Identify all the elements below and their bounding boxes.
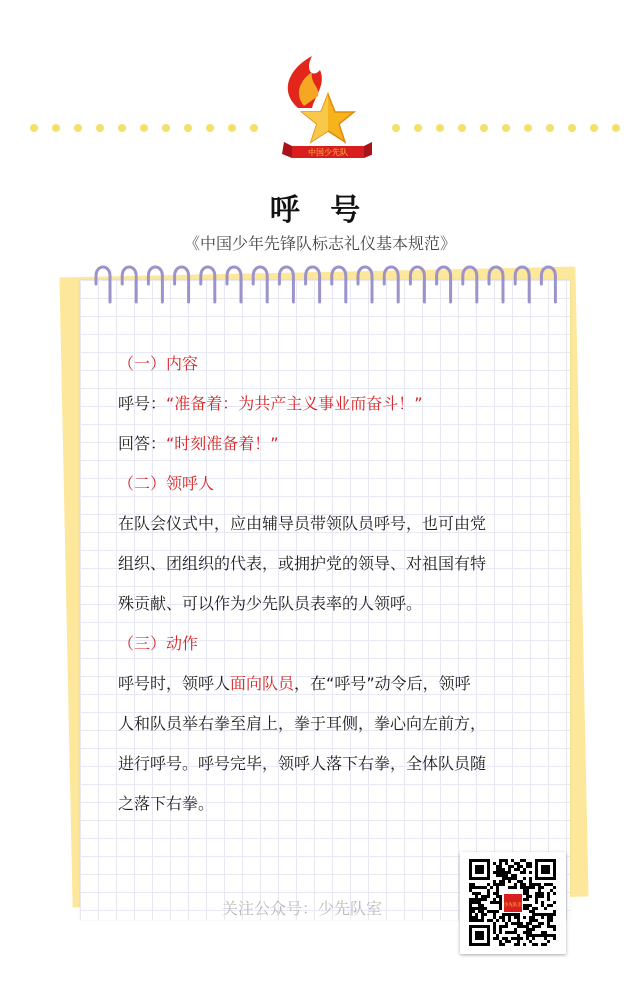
paragraph-line: 人和队员举右拳至肩上，拳于耳侧，拳心向左前方，: [118, 714, 487, 733]
notebook-spiral-binding: [92, 262, 562, 306]
paragraph-line: [118, 664, 548, 704]
qr-code-icon: [466, 858, 560, 948]
decorative-dot: [206, 124, 214, 132]
decorative-dot: [502, 124, 510, 132]
call-text: “准备着：为共产主义事业而奋斗！”: [166, 394, 423, 413]
decorative-dot: [30, 124, 38, 132]
decorative-dot: [590, 124, 598, 132]
spiral-ring: [96, 267, 110, 302]
spiral-ring: [384, 267, 398, 302]
paragraph-line: 在队会仪式中，应由辅导员带领队员呼号，也可由党: [118, 514, 487, 533]
highlight-text: 面向队员: [230, 674, 295, 693]
spiral-ring: [279, 267, 293, 302]
section-heading: （三）动作: [118, 634, 199, 653]
decorative-dot: [414, 124, 422, 132]
decorative-dot: [118, 124, 126, 132]
decorative-dot: [74, 124, 82, 132]
spiral-ring: [489, 267, 503, 302]
page-title: 呼 号: [269, 193, 371, 228]
paragraph-text: ，在“呼号”动令后，领呼: [294, 674, 471, 693]
decorative-dot: [546, 124, 554, 132]
decorative-dot: [140, 124, 148, 132]
spiral-ring: [175, 267, 189, 302]
paragraph-line: 殊贡献、可以作为少先队员表率的人领呼。: [118, 594, 423, 613]
spiral-ring: [306, 267, 320, 302]
qr-finder-pattern: [535, 859, 556, 880]
decorative-dot: [524, 124, 532, 132]
decorative-dot: [480, 124, 488, 132]
young-pioneers-emblem-icon: [268, 50, 372, 170]
decorative-dot: [52, 124, 60, 132]
emblem-ribbon-text: 中国少先队: [308, 148, 348, 157]
qr-code[interactable]: [460, 852, 566, 954]
call-line: [118, 384, 548, 424]
spiral-ring: [541, 267, 555, 302]
decorative-dot: [568, 124, 576, 132]
paragraph-line: 组织、团组织的代表，或拥护党的领导、对祖国有特: [118, 554, 487, 573]
notebook-content: [118, 344, 548, 824]
section-heading: （一）内容: [118, 354, 199, 373]
decorative-dot: [612, 124, 620, 132]
decorative-dot: [184, 124, 192, 132]
decorative-dot: [250, 124, 258, 132]
spiral-ring: [253, 267, 267, 302]
paragraph-line: 之落下右拳。: [118, 794, 215, 813]
spiral-ring: [437, 267, 451, 302]
answer-label: 回答：: [118, 434, 167, 453]
spiral-ring: [227, 267, 241, 302]
qr-center-text: 少先队室: [504, 903, 522, 908]
decorative-dot: [458, 124, 466, 132]
spiral-ring: [358, 267, 372, 302]
answer-text: “时刻准备着！”: [166, 434, 279, 453]
call-label: 呼号：: [118, 394, 167, 413]
spiral-ring: [201, 267, 215, 302]
decorative-dot: [162, 124, 170, 132]
paragraph-text: 呼号时，领呼人: [118, 674, 231, 693]
page-subtitle: 《中国少年先锋队标志礼仪基本规范》: [183, 234, 456, 253]
decorative-dot: [436, 124, 444, 132]
section-heading: （二）领呼人: [118, 474, 215, 493]
decorative-dot: [392, 124, 400, 132]
qr-finder-pattern: [469, 925, 490, 946]
answer-line: [118, 424, 548, 464]
spiral-ring: [463, 267, 477, 302]
decorative-dot: [228, 124, 236, 132]
paragraph-line: 进行呼号。呼号完毕，领呼人落下右拳，全体队员随: [118, 754, 487, 773]
qr-finder-pattern: [469, 859, 490, 880]
spiral-ring: [515, 267, 529, 302]
spiral-ring: [410, 267, 424, 302]
spiral-ring: [332, 267, 346, 302]
follow-account-text: 关注公众号：少先队室: [222, 899, 383, 918]
spiral-ring: [148, 267, 162, 302]
decorative-dot: [96, 124, 104, 132]
spiral-ring: [122, 267, 136, 302]
